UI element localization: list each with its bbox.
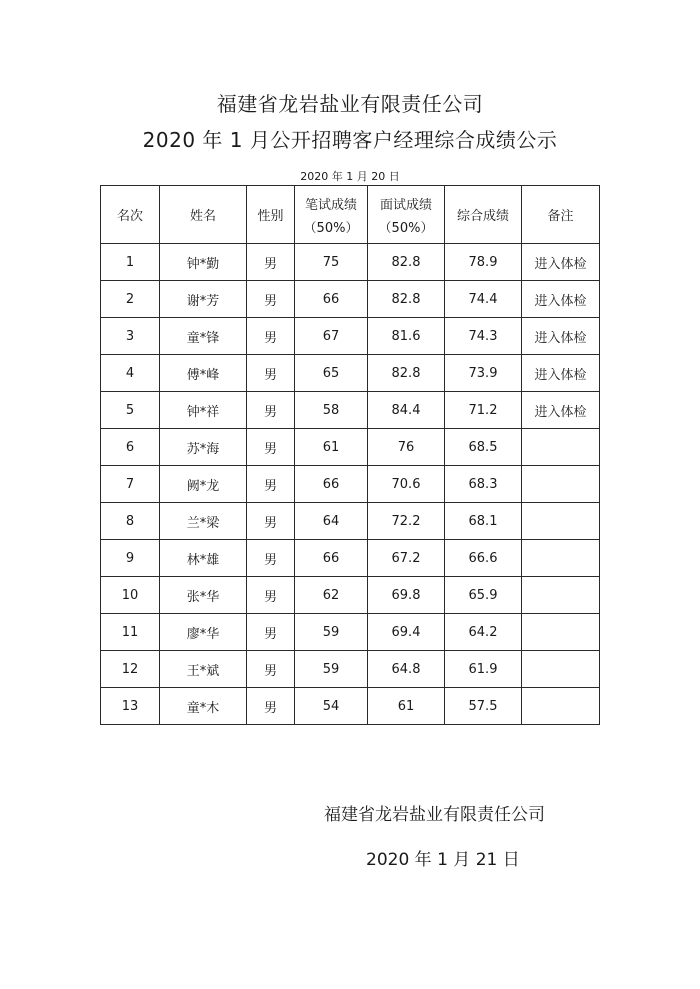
cell-note — [522, 651, 600, 688]
cell-written: 59 — [295, 614, 368, 651]
cell-interview: 61 — [368, 688, 445, 725]
cell-name: 张*华 — [160, 577, 247, 614]
table-body — [101, 244, 600, 725]
header-name: 姓名 — [160, 186, 247, 244]
cell-written: 66 — [295, 281, 368, 318]
table-row — [101, 392, 600, 429]
cell-total: 71.2 — [445, 392, 522, 429]
score-table — [100, 185, 600, 725]
cell-written: 54 — [295, 688, 368, 725]
cell-gender: 男 — [247, 688, 295, 725]
cell-total: 68.5 — [445, 429, 522, 466]
cell-interview: 82.8 — [368, 244, 445, 281]
table-row — [101, 318, 600, 355]
cell-rank: 12 — [101, 651, 160, 688]
cell-note — [522, 688, 600, 725]
cell-name: 钟*勤 — [160, 244, 247, 281]
cell-total: 61.9 — [445, 651, 522, 688]
header-rank: 名次 — [101, 186, 160, 244]
header-gender: 性别 — [247, 186, 295, 244]
cell-interview: 84.4 — [368, 392, 445, 429]
footer-date: 2020 年 1 月 21 日 — [366, 850, 520, 870]
table-row — [101, 651, 600, 688]
cell-total: 74.4 — [445, 281, 522, 318]
cell-name: 钟*祥 — [160, 392, 247, 429]
cell-rank: 9 — [101, 540, 160, 577]
table-row — [101, 244, 600, 281]
cell-rank: 3 — [101, 318, 160, 355]
cell-total: 57.5 — [445, 688, 522, 725]
table-row — [101, 429, 600, 466]
cell-note — [522, 540, 600, 577]
cell-total: 68.3 — [445, 466, 522, 503]
cell-gender: 男 — [247, 429, 295, 466]
cell-rank: 13 — [101, 688, 160, 725]
cell-note: 进入体检 — [522, 355, 600, 392]
cell-note: 进入体检 — [522, 318, 600, 355]
cell-interview: 70.6 — [368, 466, 445, 503]
cell-name: 阙*龙 — [160, 466, 247, 503]
cell-rank: 4 — [101, 355, 160, 392]
document-title-subject: 2020 年 1 月公开招聘客户经理综合成绩公示 — [142, 128, 558, 152]
cell-written: 59 — [295, 651, 368, 688]
footer-company: 福建省龙岩盐业有限责任公司 — [324, 805, 545, 825]
cell-total: 78.9 — [445, 244, 522, 281]
cell-gender: 男 — [247, 577, 295, 614]
header-interview-weight: （50%） — [378, 220, 434, 236]
cell-total: 73.9 — [445, 355, 522, 392]
cell-name: 傅*峰 — [160, 355, 247, 392]
cell-gender: 男 — [247, 540, 295, 577]
header-written-weight: （50%） — [303, 220, 359, 236]
cell-total: 64.2 — [445, 614, 522, 651]
cell-note — [522, 466, 600, 503]
cell-written: 61 — [295, 429, 368, 466]
cell-name: 王*斌 — [160, 651, 247, 688]
cell-written: 66 — [295, 466, 368, 503]
cell-name: 兰*梁 — [160, 503, 247, 540]
cell-note — [522, 429, 600, 466]
cell-rank: 10 — [101, 577, 160, 614]
cell-gender: 男 — [247, 244, 295, 281]
header-written-score — [295, 186, 368, 244]
cell-note: 进入体检 — [522, 244, 600, 281]
cell-note — [522, 503, 600, 540]
cell-name: 林*雄 — [160, 540, 247, 577]
cell-written: 62 — [295, 577, 368, 614]
header-total-score: 综合成绩 — [445, 186, 522, 244]
cell-rank: 1 — [101, 244, 160, 281]
cell-rank: 8 — [101, 503, 160, 540]
cell-total: 65.9 — [445, 577, 522, 614]
cell-total: 68.1 — [445, 503, 522, 540]
table-row — [101, 540, 600, 577]
table-row — [101, 503, 600, 540]
cell-written: 67 — [295, 318, 368, 355]
cell-name: 谢*芳 — [160, 281, 247, 318]
cell-written: 65 — [295, 355, 368, 392]
cell-rank: 6 — [101, 429, 160, 466]
cell-interview: 64.8 — [368, 651, 445, 688]
cell-name: 童*锋 — [160, 318, 247, 355]
cell-gender: 男 — [247, 651, 295, 688]
table-row — [101, 614, 600, 651]
cell-gender: 男 — [247, 503, 295, 540]
cell-note — [522, 577, 600, 614]
cell-written: 66 — [295, 540, 368, 577]
table-header-row — [101, 186, 600, 244]
cell-interview: 72.2 — [368, 503, 445, 540]
header-written-label: 笔试成绩 — [304, 197, 357, 213]
table-row — [101, 688, 600, 725]
cell-rank: 7 — [101, 466, 160, 503]
table-row — [101, 355, 600, 392]
cell-gender: 男 — [247, 281, 295, 318]
cell-rank: 5 — [101, 392, 160, 429]
cell-total: 74.3 — [445, 318, 522, 355]
cell-rank: 11 — [101, 614, 160, 651]
document-title-company: 福建省龙岩盐业有限责任公司 — [216, 92, 484, 116]
cell-gender: 男 — [247, 392, 295, 429]
cell-written: 58 — [295, 392, 368, 429]
cell-note: 进入体检 — [522, 392, 600, 429]
cell-interview: 81.6 — [368, 318, 445, 355]
cell-interview: 76 — [368, 429, 445, 466]
cell-interview: 67.2 — [368, 540, 445, 577]
cell-name: 廖*华 — [160, 614, 247, 651]
table-row — [101, 466, 600, 503]
publish-date: 2020 年 1 月 20 日 — [300, 170, 400, 183]
cell-interview: 82.8 — [368, 355, 445, 392]
header-interview-score — [368, 186, 445, 244]
cell-gender: 男 — [247, 614, 295, 651]
cell-rank: 2 — [101, 281, 160, 318]
cell-interview: 82.8 — [368, 281, 445, 318]
cell-name: 童*木 — [160, 688, 247, 725]
cell-gender: 男 — [247, 355, 295, 392]
cell-gender: 男 — [247, 318, 295, 355]
cell-interview: 69.4 — [368, 614, 445, 651]
cell-interview: 69.8 — [368, 577, 445, 614]
cell-written: 75 — [295, 244, 368, 281]
table-row — [101, 577, 600, 614]
header-note: 备注 — [522, 186, 600, 244]
cell-gender: 男 — [247, 466, 295, 503]
cell-name: 苏*海 — [160, 429, 247, 466]
cell-note: 进入体检 — [522, 281, 600, 318]
header-interview-label: 面试成绩 — [379, 197, 432, 213]
cell-total: 66.6 — [445, 540, 522, 577]
cell-written: 64 — [295, 503, 368, 540]
table-row — [101, 281, 600, 318]
cell-note — [522, 614, 600, 651]
